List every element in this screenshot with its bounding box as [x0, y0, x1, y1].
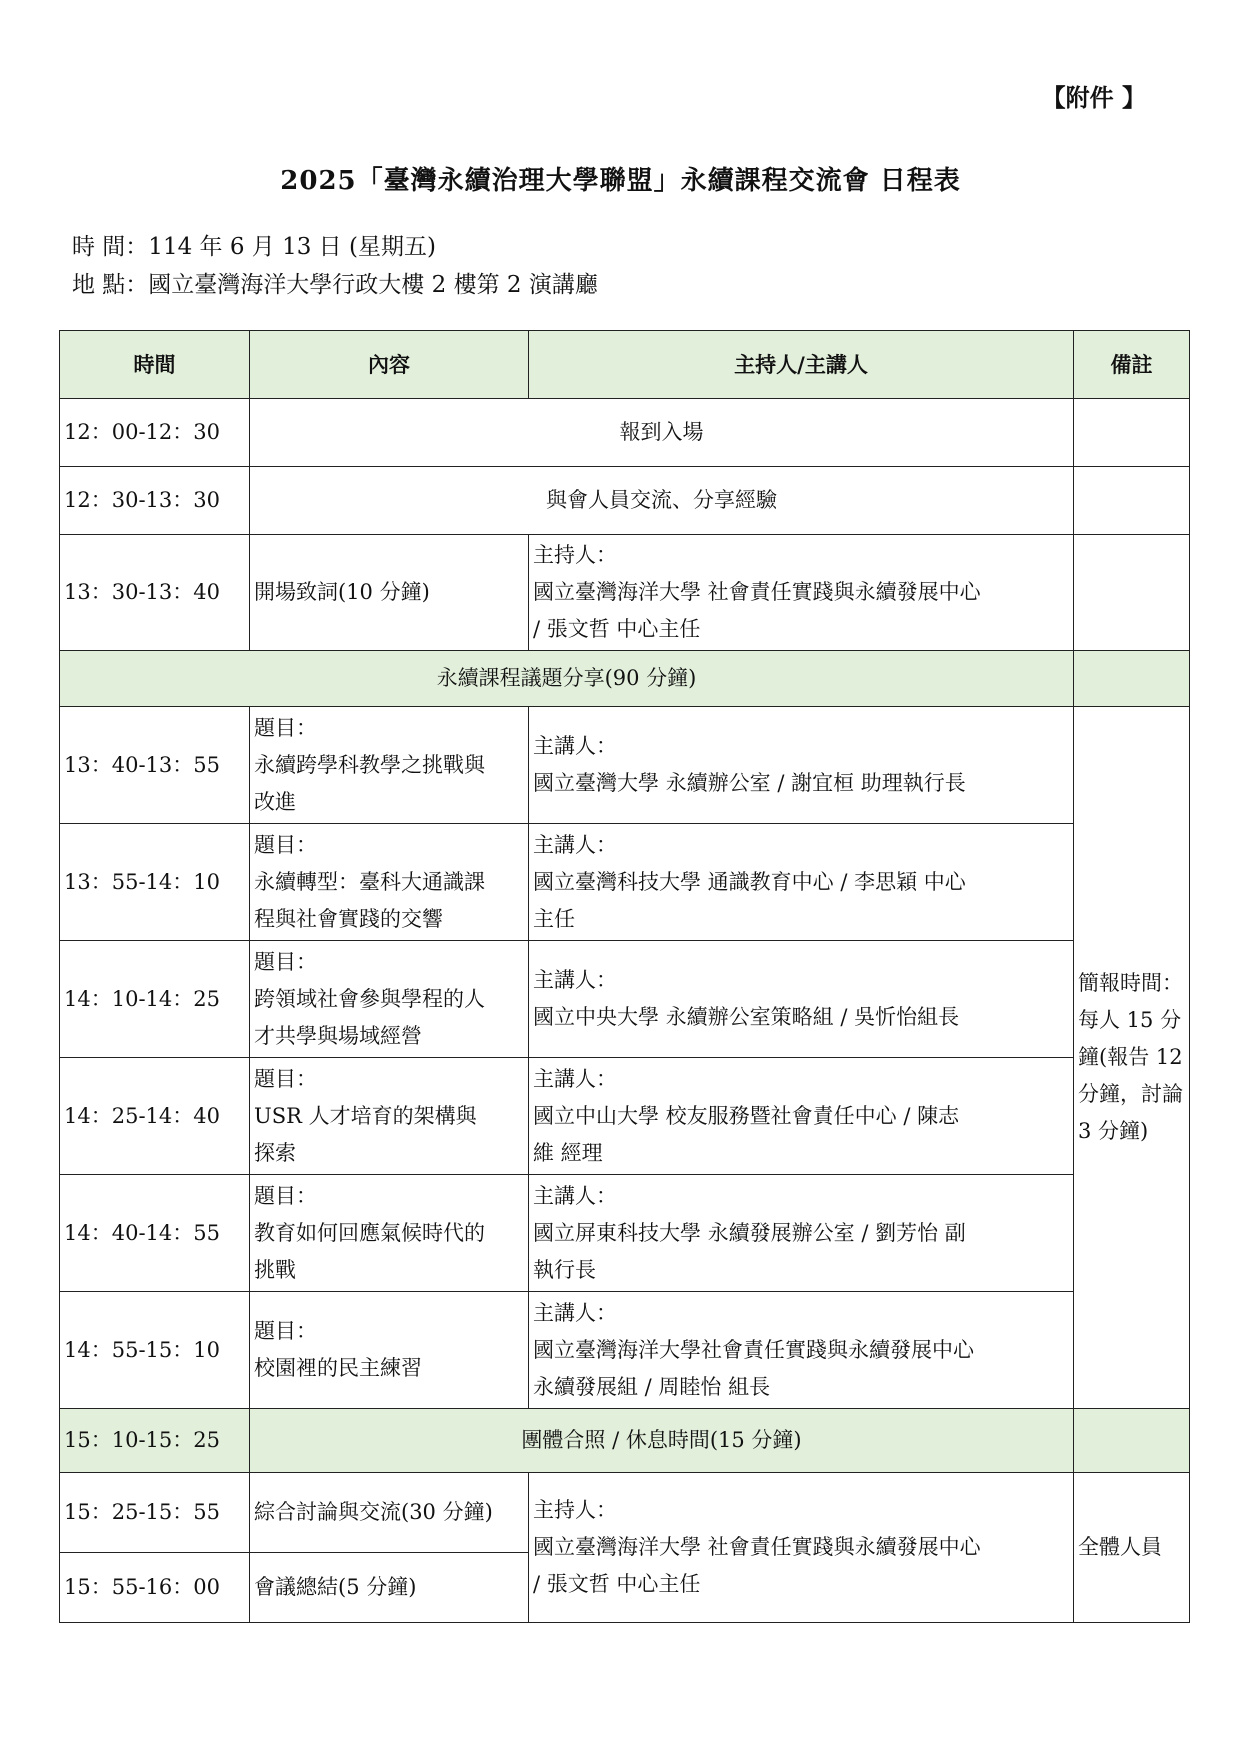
- row-note: [1074, 399, 1190, 467]
- row-content: 綜合討論與交流(30 分鐘): [250, 1473, 529, 1553]
- row-note: [1074, 1409, 1190, 1473]
- row-speaker: [529, 1292, 1074, 1409]
- note-line: 分鐘，討論: [1078, 1082, 1183, 1106]
- speaker-text-2: 維 經理: [533, 1140, 603, 1165]
- topic-label: 題目：: [254, 949, 317, 974]
- section-row: [60, 651, 1190, 707]
- speaker-label: 主講人：: [533, 1066, 617, 1091]
- row-topic: [250, 1175, 529, 1292]
- topic-text-2: 才共學與場域經營: [254, 1023, 422, 1048]
- row-speaker: [529, 824, 1074, 941]
- host-org: 國立臺灣海洋大學 社會責任實踐與永續發展中心: [533, 580, 981, 604]
- topic-label: 題目：: [254, 1319, 317, 1343]
- row-content: 報到入場: [250, 399, 1074, 467]
- row-topic: [250, 1292, 529, 1409]
- speaker-text-2: 永續發展組 / 周睦怡 組長: [533, 1374, 771, 1399]
- row-time: 13：40-13：55: [60, 707, 250, 824]
- topic-label: 題目：: [254, 832, 317, 857]
- table-row: [60, 941, 1190, 1058]
- closing-host: [529, 1473, 1074, 1623]
- topic-text: 永續轉型：臺科大通識課: [254, 869, 485, 894]
- speaker-text: 國立臺灣海洋大學社會責任實踐與永續發展中心: [533, 1337, 974, 1362]
- event-place: 地 點：國立臺灣海洋大學行政大樓 2 樓第 2 演講廳: [72, 272, 598, 298]
- row-content: 開場致詞(10 分鐘): [250, 535, 529, 651]
- row-time: 13：55-14：10: [60, 824, 250, 941]
- speaker-label: 主講人：: [533, 734, 617, 758]
- note-line: 每人 15 分: [1078, 1008, 1182, 1032]
- table-row: [60, 467, 1190, 535]
- row-speaker: [529, 1058, 1074, 1175]
- schedule-table: [59, 330, 1190, 1623]
- row-time: 15：55-16：00: [60, 1553, 250, 1623]
- note-line: 簡報時間：: [1078, 971, 1183, 995]
- row-topic: [250, 824, 529, 941]
- attachment-label: 【附件 】: [1041, 83, 1146, 112]
- row-content: 團體合照 / 休息時間(15 分鐘): [250, 1409, 1074, 1473]
- row-topic: [250, 1058, 529, 1175]
- row-speaker: [529, 941, 1074, 1058]
- row-time: 12：00-12：30: [60, 399, 250, 467]
- row-time: 14：40-14：55: [60, 1175, 250, 1292]
- row-time: 15：25-15：55: [60, 1473, 250, 1553]
- row-time: 14：55-15：10: [60, 1292, 250, 1409]
- table-row: [60, 1292, 1190, 1409]
- speaker-text: 國立中央大學 永續辦公室策略組 / 吳忻怡組長: [533, 1005, 960, 1029]
- speaker-label: 主講人：: [533, 968, 617, 992]
- table-row: [60, 535, 1190, 651]
- speaker-text: 國立屏東科技大學 永續發展辦公室 / 劉芳怡 副: [533, 1220, 966, 1245]
- row-host: [529, 535, 1074, 651]
- row-time: 12：30-13：30: [60, 467, 250, 535]
- row-time: 13：30-13：40: [60, 535, 250, 651]
- topic-label: 題目：: [254, 1183, 317, 1208]
- row-speaker: [529, 707, 1074, 824]
- speaker-label: 主講人：: [533, 1183, 617, 1208]
- row-topic: [250, 941, 529, 1058]
- row-content: 與會人員交流、分享經驗: [250, 467, 1074, 535]
- row-note: [1074, 467, 1190, 535]
- host-label: 主持人：: [533, 543, 617, 567]
- table-row: [60, 1175, 1190, 1292]
- topic-text-2: 改進: [254, 789, 296, 814]
- closing-note: 全體人員: [1074, 1473, 1190, 1623]
- speaker-text: 國立中山大學 校友服務暨社會責任中心 / 陳志: [533, 1103, 960, 1128]
- speaker-text-2: 主任: [533, 906, 575, 931]
- row-time: 14：10-14：25: [60, 941, 250, 1058]
- row-time: 15：10-15：25: [60, 1409, 250, 1473]
- row-content: 會議總結(5 分鐘): [250, 1553, 529, 1623]
- speaker-text: 國立臺灣大學 永續辦公室 / 謝宜桓 助理執行長: [533, 771, 966, 795]
- topic-label: 題目：: [254, 715, 317, 740]
- briefing-note: [1074, 707, 1190, 1409]
- row-note: [1074, 535, 1190, 651]
- table-row: [60, 824, 1190, 941]
- note-line: 3 分鐘): [1078, 1119, 1149, 1143]
- host-org: 國立臺灣海洋大學 社會責任實踐與永續發展中心: [533, 1535, 981, 1559]
- topic-text: 校園裡的民主練習: [254, 1356, 422, 1380]
- topic-label: 題目：: [254, 1066, 317, 1091]
- header-time: 時間: [60, 331, 250, 399]
- topic-text-2: 探索: [254, 1140, 296, 1165]
- table-header-row: [60, 331, 1190, 399]
- header-note: 備註: [1074, 331, 1190, 399]
- table-row: [60, 707, 1190, 824]
- speaker-text-2: 執行長: [533, 1257, 596, 1282]
- row-speaker: [529, 1175, 1074, 1292]
- speaker-text: 國立臺灣科技大學 通識教育中心 / 李思穎 中心: [533, 869, 966, 894]
- host-person: / 張文哲 中心主任: [533, 617, 701, 641]
- row-time: 14：25-14：40: [60, 1058, 250, 1175]
- header-content: 內容: [250, 331, 529, 399]
- host-label: 主持人：: [533, 1498, 617, 1522]
- topic-text: 跨領域社會參與學程的人: [254, 986, 485, 1011]
- table-row: [60, 1409, 1190, 1473]
- header-host: 主持人/主講人: [529, 331, 1074, 399]
- table-row: [60, 1058, 1190, 1175]
- speaker-label: 主講人：: [533, 1300, 617, 1325]
- section-title: 永續課程議題分享(90 分鐘): [60, 651, 1074, 707]
- row-note: [1074, 651, 1190, 707]
- row-topic: [250, 707, 529, 824]
- topic-text-2: 挑戰: [254, 1257, 296, 1282]
- event-time: 時 間：114 年 6 月 13 日 (星期五): [72, 234, 436, 260]
- note-line: 鐘(報告 12: [1078, 1045, 1183, 1069]
- document-title: 2025「臺灣永續治理大學聯盟」永續課程交流會 日程表: [280, 166, 961, 196]
- table-row: [60, 399, 1190, 467]
- topic-text: 教育如何回應氣候時代的: [254, 1220, 485, 1245]
- speaker-label: 主講人：: [533, 832, 617, 857]
- topic-text: USR 人才培育的架構與: [254, 1103, 477, 1128]
- table-row: [60, 1473, 1190, 1553]
- topic-text: 永續跨學科教學之挑戰與: [254, 752, 485, 777]
- host-person: / 張文哲 中心主任: [533, 1572, 701, 1596]
- topic-text-2: 程與社會實踐的交響: [254, 906, 443, 931]
